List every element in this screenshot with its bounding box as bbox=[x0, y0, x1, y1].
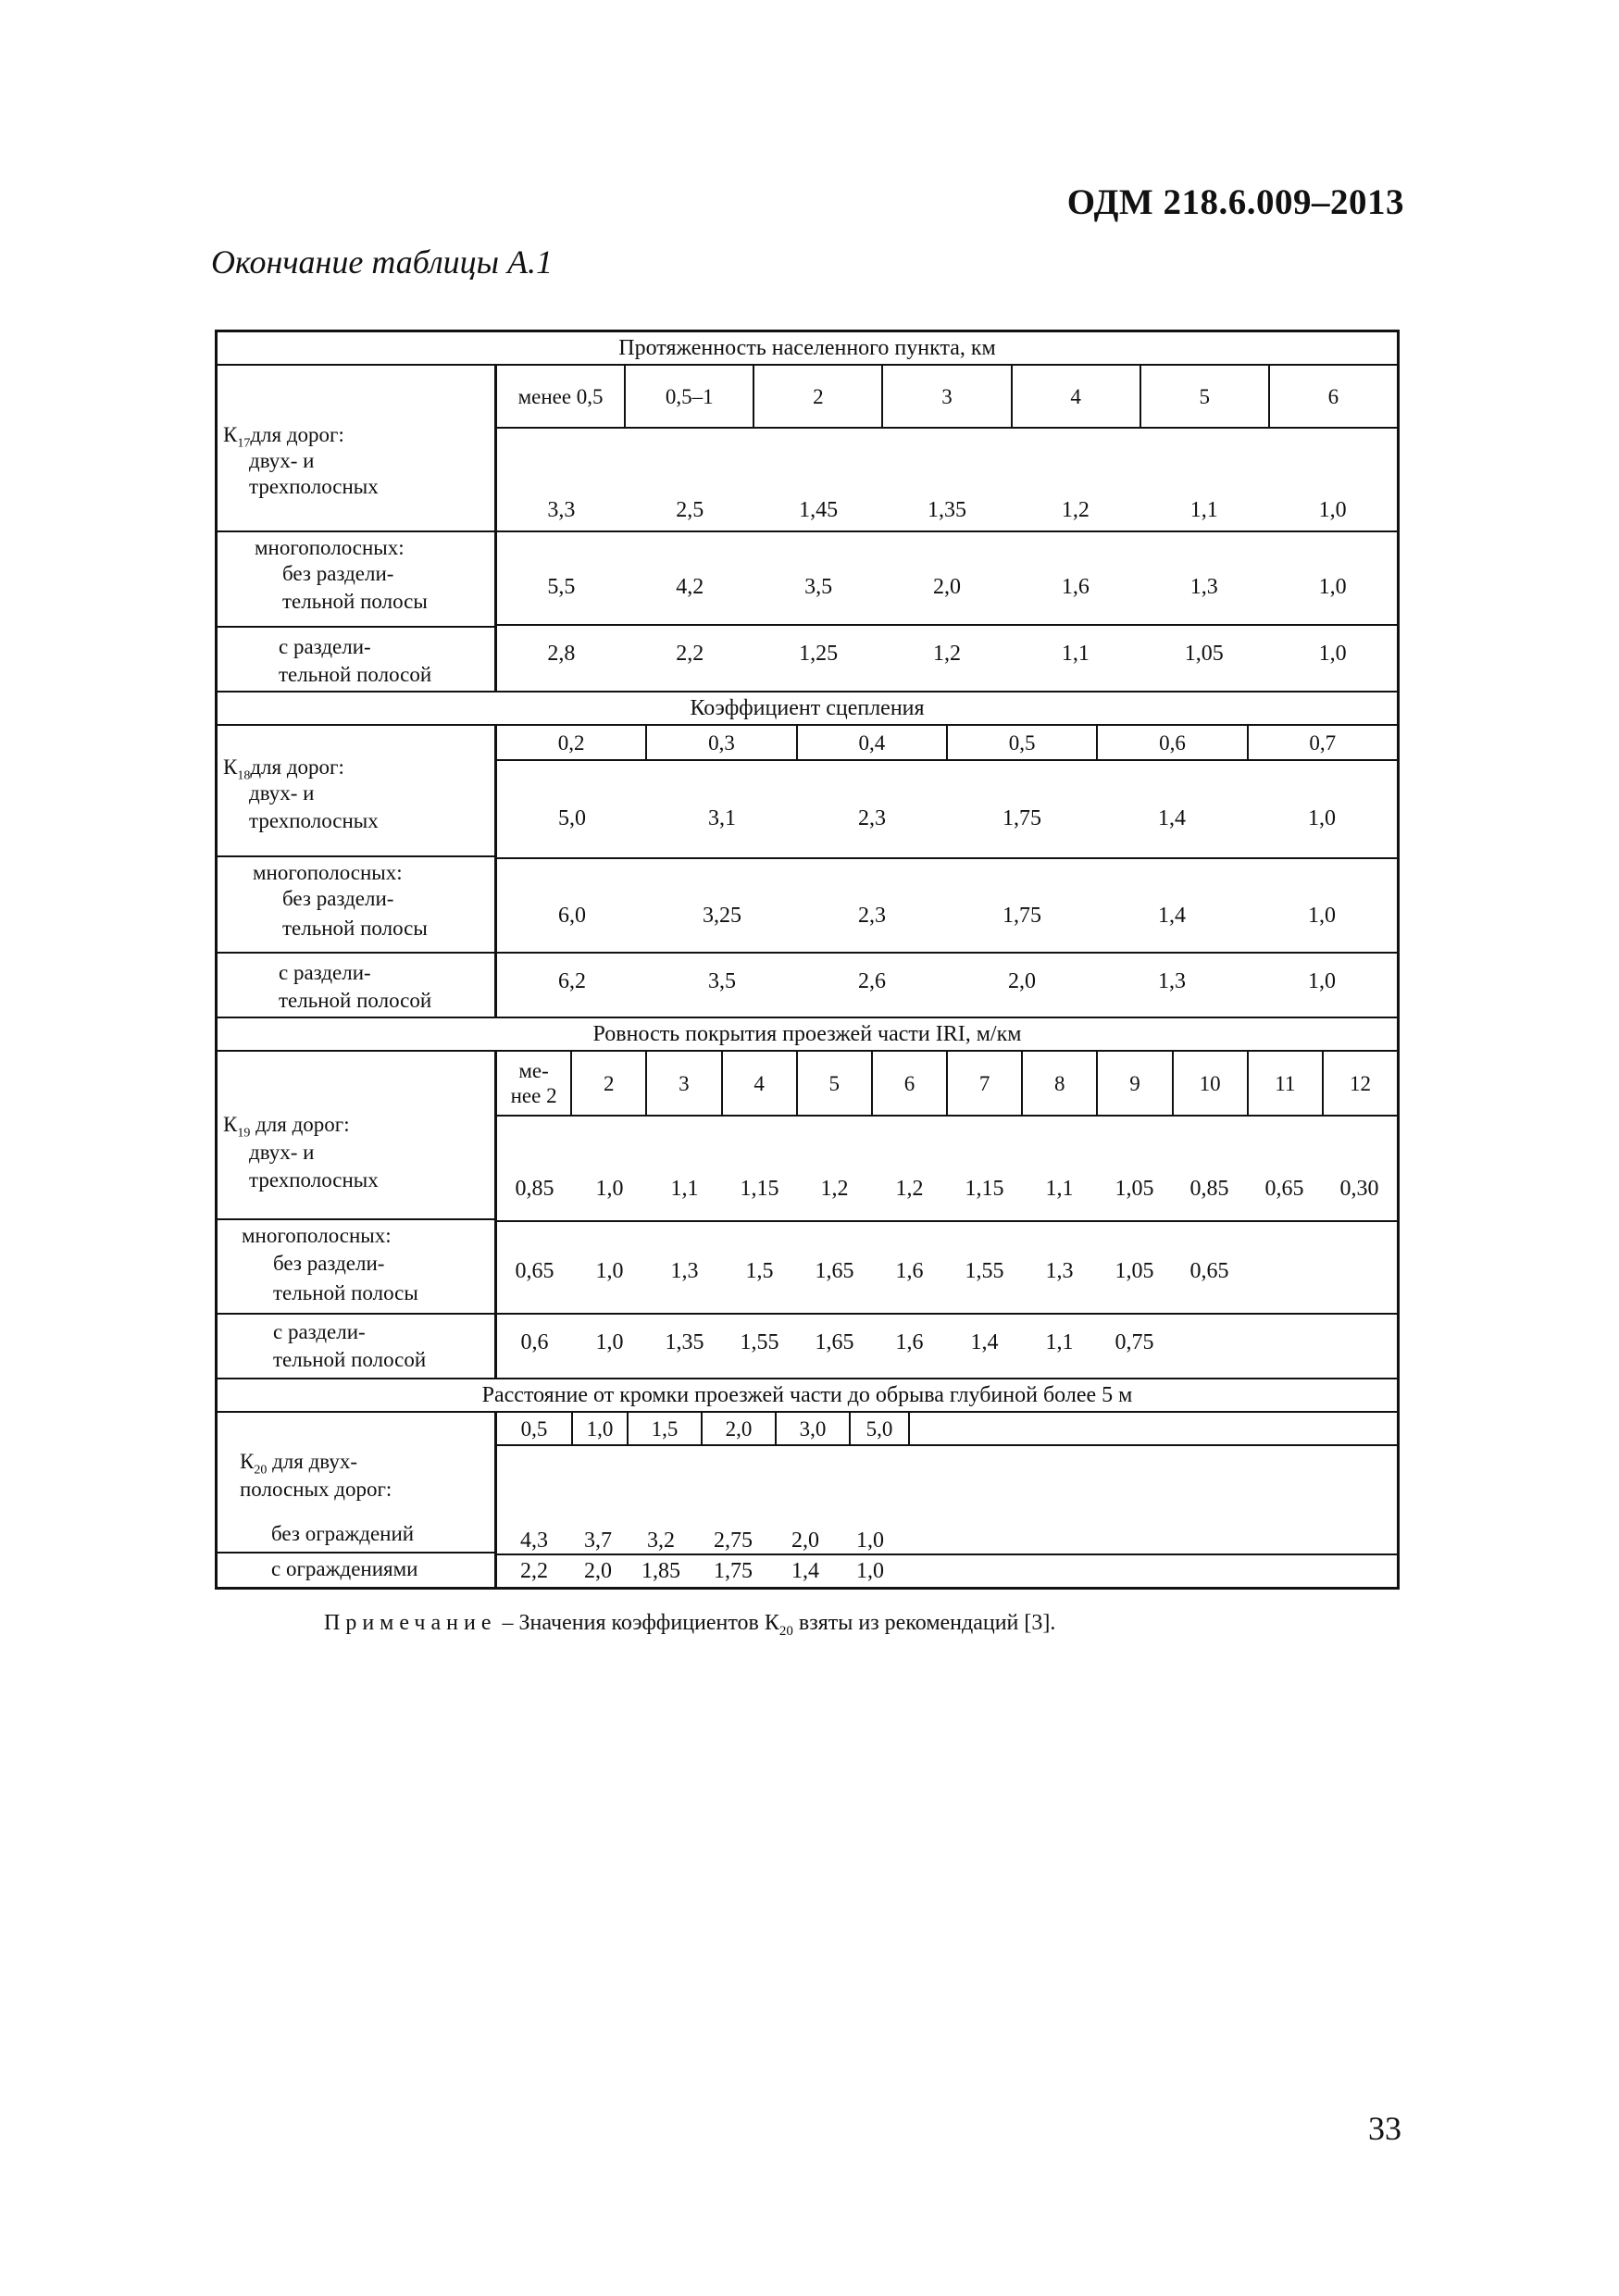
value-cell: 1,0 bbox=[595, 1177, 624, 1201]
note-text-end: взяты из рекомендаций [3]. bbox=[792, 1611, 1056, 1635]
section-title-road-roughness: Ровность покрытия проезжей части IRI, м/км bbox=[218, 1017, 1397, 1050]
value-cell: 0,75 bbox=[1115, 1329, 1154, 1354]
k18-with-label-1: с раздели- bbox=[279, 961, 371, 984]
value-cell: 1,75 bbox=[1003, 806, 1041, 830]
header-cell: 9 bbox=[1098, 1052, 1173, 1115]
value-cell: 1,0 bbox=[595, 1329, 624, 1354]
header-cell: 0,5–1 bbox=[626, 366, 754, 427]
value-cell: 3,5 bbox=[804, 575, 833, 599]
value-cell: 3,1 bbox=[708, 806, 736, 830]
k19-two-three-label-2: трехполосных bbox=[249, 1168, 379, 1192]
k18-label-column bbox=[218, 726, 497, 1017]
page-number: 33 bbox=[1368, 2110, 1401, 2147]
value-cell: 2,3 bbox=[858, 806, 886, 830]
header-cell: 0,4 bbox=[798, 726, 948, 759]
value-cell: 1,0 bbox=[856, 1529, 884, 1553]
k19-two-three-row bbox=[497, 1115, 1397, 1220]
value-cell: 1,4 bbox=[791, 1558, 819, 1583]
k18-without-label-2: тельной полосы bbox=[282, 917, 428, 940]
section-title-adhesion-coefficient: Коэффициент сцепления bbox=[218, 691, 1397, 724]
value-cell: 1,35 bbox=[665, 1329, 704, 1354]
header-cell: 3 bbox=[647, 1052, 722, 1115]
section-title-settlement-length: Протяженность населенного пункта, км bbox=[618, 335, 996, 360]
k18-band bbox=[218, 724, 1397, 1017]
value-cell: 3,7 bbox=[584, 1529, 612, 1553]
header-cell: 0,5 bbox=[948, 726, 1098, 759]
header-cell: менее 0,5 bbox=[497, 366, 626, 427]
header-cell: 1,5 bbox=[629, 1413, 703, 1444]
value-cell: 1,3 bbox=[1158, 968, 1186, 993]
value-cell: 2,0 bbox=[933, 575, 961, 599]
k17-two-three-row bbox=[497, 427, 1397, 530]
header-cell: 10 bbox=[1174, 1052, 1249, 1115]
table-caption: Окончание таблицы А.1 bbox=[211, 243, 554, 281]
k17-multi-label: многополосных: bbox=[255, 536, 405, 559]
value-cell: 1,0 bbox=[1318, 641, 1347, 666]
k17-with-label-2: тельной полосой bbox=[279, 663, 432, 686]
value-cell: 1,2 bbox=[895, 1177, 924, 1201]
value-cell: 1,25 bbox=[799, 641, 839, 666]
value-cell: 3,3 bbox=[547, 498, 576, 522]
value-cell: 1,2 bbox=[820, 1177, 849, 1201]
value-cell: 2,6 bbox=[858, 968, 886, 993]
value-cell: 5,5 bbox=[547, 575, 576, 599]
value-cell: 1,15 bbox=[965, 1177, 1004, 1201]
k18-header-row bbox=[497, 726, 1397, 759]
value-cell: 1,5 bbox=[745, 1258, 774, 1283]
value-cell: 1,0 bbox=[856, 1558, 884, 1583]
k20-with-row bbox=[497, 1554, 1397, 1587]
value-cell: 1,05 bbox=[1184, 641, 1224, 666]
header-cell: 6 bbox=[873, 1052, 948, 1115]
k17-two-three-label-2: трехполосных bbox=[249, 475, 379, 498]
header-cell-empty bbox=[910, 1413, 1397, 1444]
k20-label-2: полосных дорог: bbox=[240, 1478, 392, 1501]
k17-with-row bbox=[497, 624, 1397, 689]
header-cell: 1,0 bbox=[573, 1413, 629, 1444]
section-title-edge-distance: Расстояние от кромки проезжей части до обрыва глубиной более 5 м bbox=[218, 1378, 1397, 1411]
k20-label: $К_{20}$ для двух- bbox=[240, 1450, 358, 1478]
value-cell: 1,0 bbox=[1318, 575, 1347, 599]
k19-band bbox=[218, 1050, 1397, 1378]
header-cell: 4 bbox=[1013, 366, 1141, 427]
k18-without-label-1: без раздели- bbox=[282, 887, 394, 910]
value-cell: 2,75 bbox=[714, 1529, 753, 1553]
value-cell: 1,0 bbox=[595, 1258, 624, 1283]
note-label: Примечание bbox=[324, 1611, 497, 1635]
value-cell: 1,0 bbox=[1308, 806, 1336, 830]
value-cell: 3,25 bbox=[703, 903, 741, 928]
header-cell: ме- нее 2 bbox=[497, 1052, 572, 1115]
k20-without-row bbox=[497, 1444, 1397, 1554]
value-cell: 1,05 bbox=[1115, 1258, 1154, 1283]
value-cell: 2,0 bbox=[791, 1529, 819, 1553]
header-cell: 2 bbox=[754, 366, 883, 427]
value-cell: 2,3 bbox=[858, 903, 886, 928]
value-cell: 6,0 bbox=[558, 903, 586, 928]
header-cell: 0,7 bbox=[1309, 730, 1337, 755]
value-cell: 1,45 bbox=[799, 498, 839, 522]
k19-multi-label: многополосных: bbox=[242, 1224, 392, 1247]
k17-label-column bbox=[218, 366, 497, 691]
k18-multi-label: многополосных: bbox=[253, 861, 403, 884]
value-cell: 1,4 bbox=[970, 1329, 999, 1354]
coefficients-table bbox=[215, 330, 1400, 1590]
value-cell: 2,8 bbox=[547, 641, 576, 666]
value-cell: 1,1 bbox=[1045, 1177, 1074, 1201]
header-cell: 5 bbox=[1141, 366, 1270, 427]
table-note bbox=[324, 1611, 1055, 1640]
value-cell: 1,15 bbox=[740, 1177, 779, 1201]
value-cell: 2,2 bbox=[520, 1558, 548, 1583]
k20-without-label: без ограждений bbox=[271, 1522, 415, 1545]
k19-without-row bbox=[497, 1220, 1397, 1313]
value-cell: 1,0 bbox=[1308, 968, 1336, 993]
value-cell bbox=[1322, 1271, 1397, 1279]
k17-two-three-label-1: двух- и bbox=[249, 449, 315, 472]
note-subscript: 20 bbox=[778, 1623, 793, 1639]
k20-label-column bbox=[218, 1413, 497, 1587]
header-cell: 3 bbox=[883, 366, 1012, 427]
value-cell: 1,35 bbox=[928, 498, 966, 522]
k18-without-row bbox=[497, 857, 1397, 952]
value-cell: 0,65 bbox=[515, 1258, 554, 1283]
value-cell: 4,3 bbox=[520, 1529, 548, 1553]
value-cell: 1,3 bbox=[670, 1258, 699, 1283]
value-cell: 1,2 bbox=[933, 641, 961, 666]
doc-code: ОДМ 218.6.009–2013 bbox=[1066, 182, 1404, 222]
value-cell: 1,55 bbox=[965, 1258, 1004, 1283]
value-cell: 1,75 bbox=[714, 1558, 753, 1583]
value-cell: 1,1 bbox=[1045, 1329, 1074, 1354]
k19-with-row bbox=[497, 1313, 1397, 1378]
k20-header-row bbox=[497, 1413, 1397, 1444]
k19-label-column bbox=[218, 1052, 497, 1378]
value-cell: 1,1 bbox=[1061, 641, 1090, 666]
value-cell bbox=[1247, 1342, 1322, 1350]
value-cell: 1,1 bbox=[670, 1177, 699, 1201]
value-cell: 1,0 bbox=[1318, 498, 1347, 522]
note-text: – Значения коэффициентов К bbox=[496, 1611, 779, 1635]
value-cell: 1,3 bbox=[1045, 1258, 1074, 1283]
value-cell bbox=[1322, 1342, 1397, 1350]
header-cell: 0,6 bbox=[1098, 726, 1248, 759]
k20-band bbox=[218, 1411, 1397, 1587]
k17-without-label-1: без раздели- bbox=[282, 562, 394, 585]
header-cell: 2,0 bbox=[703, 1413, 777, 1444]
header-cell: 5,0 bbox=[851, 1413, 910, 1444]
value-cell: 0,85 bbox=[515, 1177, 554, 1201]
k20-with-label: с ограждениями bbox=[271, 1557, 418, 1580]
k17-band bbox=[218, 364, 1397, 691]
header-cell: 8 bbox=[1023, 1052, 1098, 1115]
value-cell: 1,2 bbox=[1061, 498, 1090, 522]
k19-without-label-2: тельной полосы bbox=[273, 1281, 418, 1304]
header-cell: 0,5 bbox=[497, 1413, 573, 1444]
k19-without-label-1: без раздели- bbox=[273, 1252, 385, 1275]
header-cell: 6 bbox=[1327, 384, 1339, 408]
value-cell: 1,65 bbox=[815, 1258, 854, 1283]
value-cell: 1,05 bbox=[1115, 1177, 1154, 1201]
value-cell: 1,85 bbox=[641, 1558, 680, 1583]
header-cell: 0,2 bbox=[497, 726, 647, 759]
value-cell: 2,0 bbox=[584, 1558, 612, 1583]
k19-with-label-2: тельной полосой bbox=[273, 1348, 427, 1371]
header-cell: 5 bbox=[798, 1052, 873, 1115]
k19-two-three-label-1: двух- и bbox=[249, 1141, 315, 1164]
header-cell: 4 bbox=[723, 1052, 798, 1115]
k17-without-label-2: тельной полосы bbox=[282, 590, 428, 613]
value-cell: 0,85 bbox=[1189, 1177, 1229, 1201]
value-cell: 1,55 bbox=[740, 1329, 779, 1354]
k18-two-three-row bbox=[497, 759, 1397, 857]
header-cell: 7 bbox=[948, 1052, 1023, 1115]
k19-label: $К_{19}$ для дорог: bbox=[223, 1113, 350, 1141]
value-cell: 0,30 bbox=[1339, 1177, 1379, 1201]
value-cell: 0,6 bbox=[520, 1329, 549, 1354]
value-cell bbox=[1247, 1271, 1322, 1279]
k18-with-row bbox=[497, 952, 1397, 1017]
k18-label: $К_{18}для$ дорог: bbox=[223, 755, 344, 783]
k17-without-row bbox=[497, 530, 1397, 624]
k18-with-label-2: тельной полосой bbox=[279, 989, 432, 1012]
value-cell: 1,75 bbox=[1003, 903, 1041, 928]
header-cell: 11 bbox=[1249, 1052, 1324, 1115]
k19-header-row bbox=[497, 1052, 1397, 1115]
value-cell: 2,0 bbox=[1008, 968, 1036, 993]
value-cell: 6,2 bbox=[558, 968, 586, 993]
header-cell: 0,3 bbox=[647, 726, 797, 759]
k17-header-row bbox=[497, 366, 1397, 427]
value-cell: 1,4 bbox=[1158, 806, 1186, 830]
value-cell: 4,2 bbox=[676, 575, 704, 599]
value-cell: 1,1 bbox=[1189, 498, 1218, 522]
value-cell: 1,3 bbox=[1189, 575, 1218, 599]
header-cell: 3,0 bbox=[777, 1413, 851, 1444]
value-cell bbox=[1172, 1342, 1247, 1350]
header-cell: 12 bbox=[1349, 1071, 1371, 1095]
header-cell: 2 bbox=[572, 1052, 647, 1115]
value-cell: 1,65 bbox=[815, 1329, 854, 1354]
value-cell: 3,2 bbox=[647, 1529, 675, 1553]
value-cell: 3,5 bbox=[708, 968, 736, 993]
value-cell: 2,5 bbox=[676, 498, 704, 522]
value-cell: 1,6 bbox=[895, 1329, 924, 1354]
value-cell: 1,4 bbox=[1158, 903, 1186, 928]
k17-with-label-1: с раздели- bbox=[279, 635, 371, 658]
value-cell: 1,0 bbox=[1308, 903, 1336, 928]
k17-label: $К_{17}для$ дорог: bbox=[223, 423, 344, 451]
k18-two-three-label-2: трехполосных bbox=[249, 809, 379, 832]
k18-two-three-label-1: двух- и bbox=[249, 781, 315, 805]
k19-with-label-1: с раздели- bbox=[273, 1320, 366, 1343]
value-cell: 0,65 bbox=[1189, 1258, 1229, 1283]
value-cell: 0,65 bbox=[1264, 1177, 1304, 1201]
value-cell: 1,6 bbox=[1061, 575, 1090, 599]
value-cell: 5,0 bbox=[558, 806, 586, 830]
value-cell: 2,2 bbox=[676, 641, 704, 666]
value-cell: 1,6 bbox=[895, 1258, 924, 1283]
